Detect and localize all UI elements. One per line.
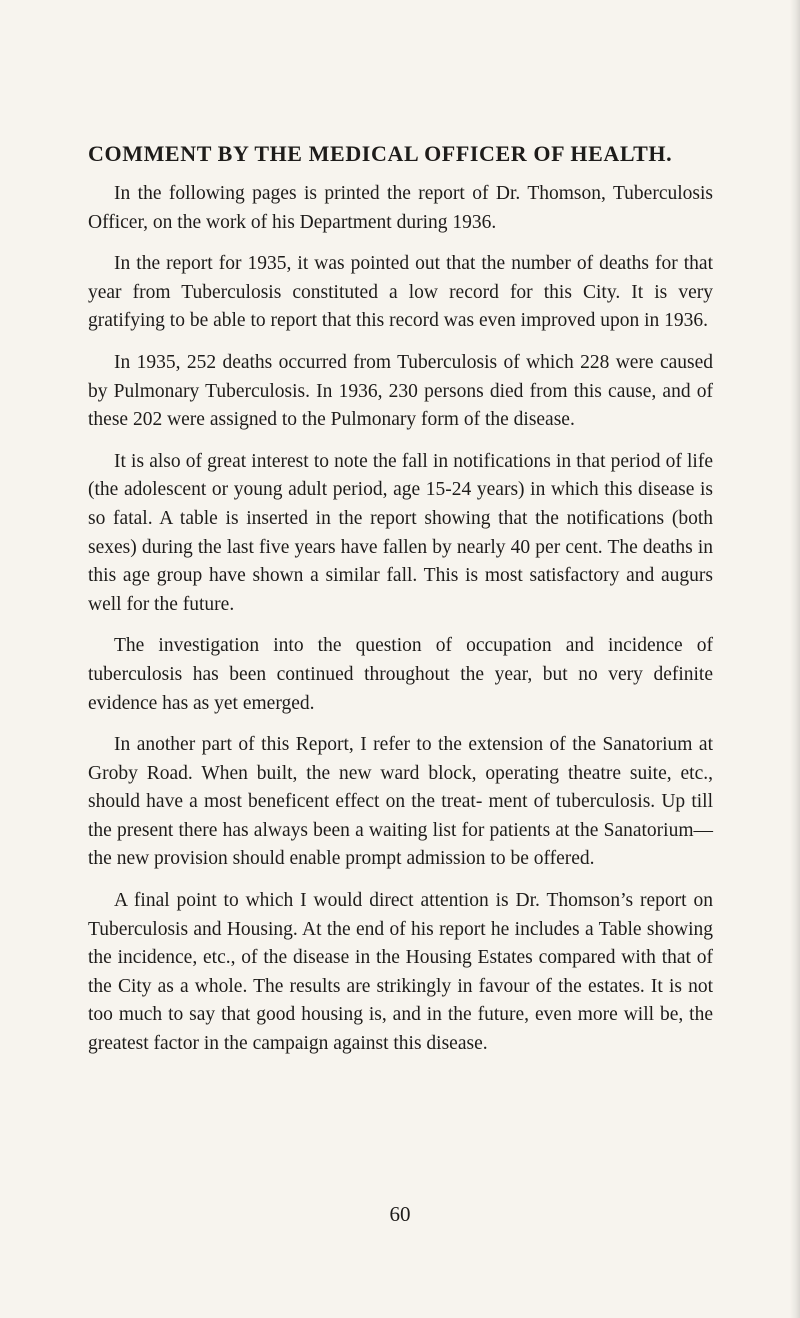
document-body: [88, 140, 713, 1072]
paragraph-intro: In the following pages is printed the report of Dr. Thomson, Tuberculosis Officer, on the work of his Department during 1936.: [88, 183, 713, 233]
paragraph-1935-report: In the report for 1935, it was pointed out that the number of deaths for that year from Tuberculosis constituted a low record for this City. It is very gratifying to be able to report that this record was even improved upon in 1936.: [88, 253, 713, 332]
paragraph-notifications: It is also of great interest to note the fall in notifications in that period of life (the adolescent or young adult period, age 15-24 years) in which this disease is so fatal. A table is inserted in the report showing that the notifications (both sexes) during the last five years have fallen by nearly 40 per cent. The deaths in this age group have shown a similar fall. This is most satisfactory and augurs well for the future.: [88, 450, 713, 615]
paragraph-sanatorium: In another part of this Report, I refer to the extension of the Sanatorium at Groby Road. When built, the new ward block, operating theatre suite, etc., should have a most beneficent effect on the treat- ment of tuberculosis. Up till the present there has always been a waiting list for patients at the Sanatorium—the new provision should enable prompt admission to be offered.: [88, 734, 713, 870]
page-edge-shadow: [790, 0, 800, 1318]
paragraph-occupation: The investigation into the question of occupation and incidence of tuberculosis has been continued throughout the year, but no very definite evidence has as yet emerged.: [88, 635, 713, 714]
paragraph-housing: A final point to which I would direct attention is Dr. Thomson’s report on Tuberculosis and Housing. At the end of his report he includes a Table showing the incidence, etc., of the disease in the Housing Estates compared with that of the City as a whole. The results are strikingly in favour of the estates. It is not too much to say that good housing is, and in the future, even more will be, the greatest factor in the campaign against this disease.: [88, 890, 713, 1055]
paragraph-death-figures: In 1935, 252 deaths occurred from Tuberculosis of which 228 were caused by Pulmonary Tuberculosis. In 1936, 230 persons died from this cause, and of these 202 were assigned to the Pulmonary form of the disease.: [88, 351, 713, 431]
page-number: 60: [389, 1202, 411, 1226]
page-title: COMMENT BY THE MEDICAL OFFICER OF HEALTH.: [88, 141, 673, 166]
